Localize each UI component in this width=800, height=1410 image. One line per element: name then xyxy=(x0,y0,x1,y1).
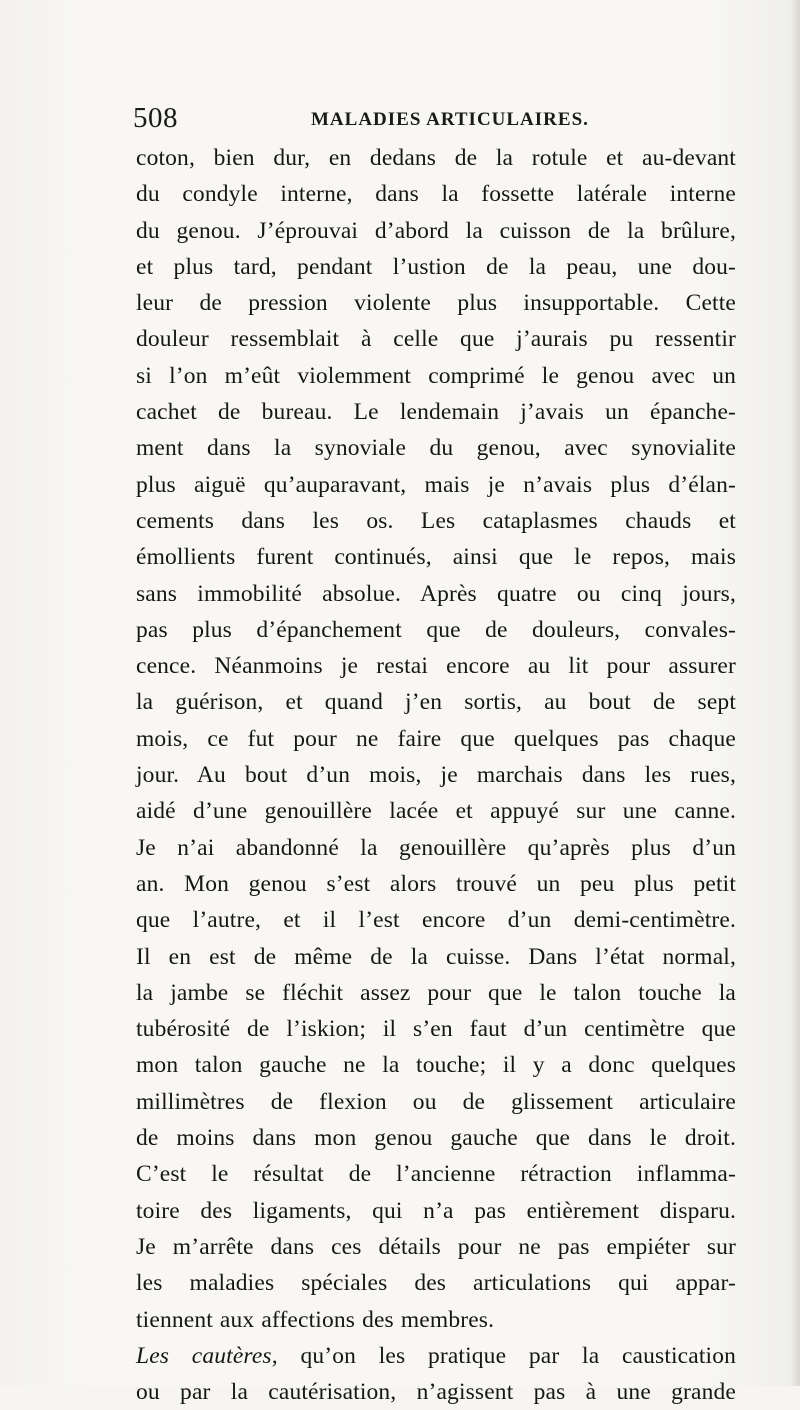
text-line: les maladies spéciales des articulations qui appar- xyxy=(136,1270,736,1297)
text-line: cachet de bureau. Le lendemain j’avais un épanche- xyxy=(136,399,736,426)
italic-term: Les cautères, xyxy=(136,1342,278,1369)
text-line: douleur ressemblait à celle que j’aurais pu ressentir xyxy=(136,326,736,353)
text-line: coton, bien dur, en dedans de la rotule et au-devant xyxy=(136,145,736,171)
text-line: et plus tard, pendant l’ustion de la peau, une dou- xyxy=(136,253,736,280)
text-line: du genou. J’éprouvai d’abord la cuisson de la brûlure, xyxy=(136,217,736,244)
text-line: tubérosité de l’iskion; il s’en faut d’un centimètre que xyxy=(136,1016,736,1043)
text-line: leur de pression violente plus insupportable. Cette xyxy=(136,290,736,317)
text-line: Je n’ai abandonné la genouillère qu’après plus d’un xyxy=(136,834,736,861)
text-line: cements dans les os. Les cataplasmes chauds et xyxy=(136,507,736,534)
text-line: émollients furent continués, ainsi que le repos, mais xyxy=(136,544,736,571)
text-line: Il en est de même de la cuisse. Dans l’état normal, xyxy=(136,943,736,970)
text-line: jour. Au bout d’un mois, je marchais dans les rues, xyxy=(136,762,736,789)
page-header xyxy=(133,100,733,136)
text-line: tiennent aux affections des membres. xyxy=(136,1306,495,1333)
page-number: 508 xyxy=(133,102,178,134)
text-line: mon talon gauche ne la touche; il y a donc quelques xyxy=(136,1052,736,1079)
text-line: an. Mon genou s’est alors trouvé un peu plus petit xyxy=(136,870,736,897)
page-edge-shadow xyxy=(790,0,800,1386)
text-line: ment dans la synoviale du genou, avec synovialite xyxy=(136,435,736,462)
running-head: MALADIES ARTICULAIRES. xyxy=(311,109,589,130)
text-line-rest: qu’on les pratique par la caustication xyxy=(277,1342,736,1369)
text-line: du condyle interne, dans la fossette latérale interne xyxy=(136,181,736,208)
text-line: mois, ce fut pour ne faire que quelques pas chaque xyxy=(136,725,736,752)
text-line-italic-lead xyxy=(136,1338,736,1374)
text-line: cence. Néanmoins je restai encore au lit pour assurer xyxy=(136,653,736,680)
text-line: pas plus d’épanchement que de douleurs, convales- xyxy=(136,616,736,643)
text-line: de moins dans mon genou gauche que dans le droit. xyxy=(136,1125,736,1152)
text-line: sans immobilité absolue. Après quatre ou cinq jours, xyxy=(136,580,736,607)
text-line: C’est le résultat de l’ancienne rétraction inflamma- xyxy=(136,1161,736,1188)
text-line: ou par la cautérisation, n’agissent pas à une grande xyxy=(136,1379,736,1406)
body-text xyxy=(136,140,736,1410)
text-line: que l’autre, et il l’est encore d’un demi-centimètre. xyxy=(136,907,736,934)
text-line: la jambe se fléchit assez pour que le talon touche la xyxy=(136,979,736,1006)
text-line: toire des ligaments, qui n’a pas entièrement disparu. xyxy=(136,1197,736,1224)
text-line: millimètres de flexion ou de glissement articulaire xyxy=(136,1088,736,1115)
text-line: plus aiguë qu’auparavant, mais je n’avais plus d’élan- xyxy=(136,471,736,498)
text-line: aidé d’une genouillère lacée et appuyé sur une canne. xyxy=(136,798,736,825)
text-line: Je m’arrête dans ces détails pour ne pas empiéter sur xyxy=(136,1233,736,1260)
text-line: la guérison, et quand j’en sortis, au bout de sept xyxy=(136,689,736,716)
text-line: si l’on m’eût violemment comprimé le genou avec un xyxy=(136,362,736,389)
